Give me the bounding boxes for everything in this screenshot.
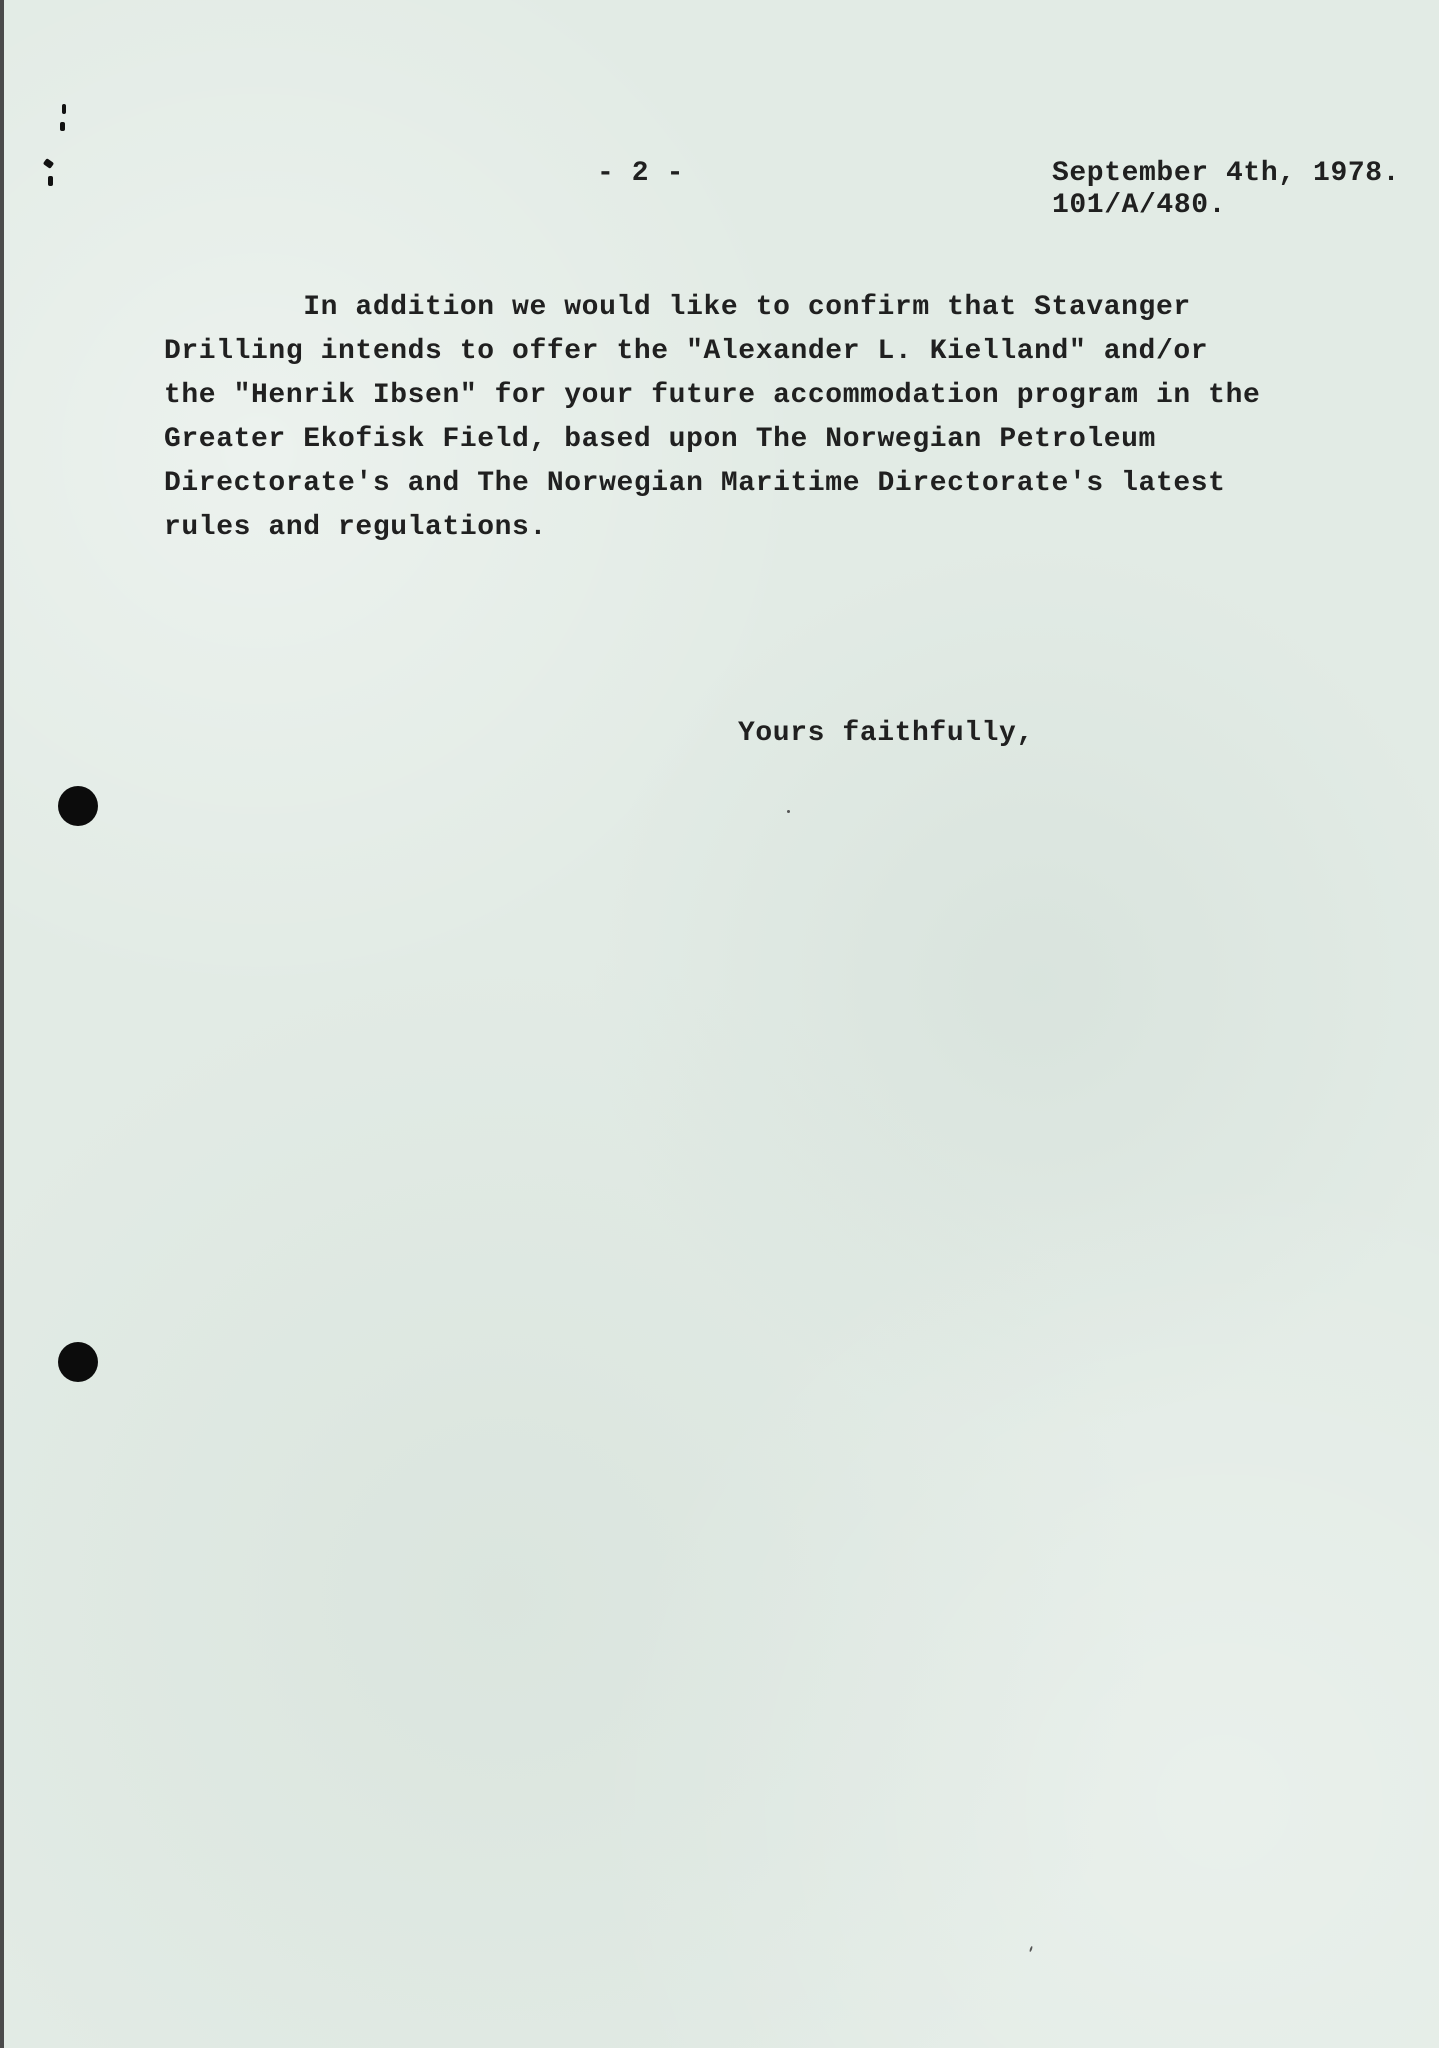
reference-number: 101/A/480. (1052, 190, 1227, 221)
body-line: the "Henrik Ibsen" for your future accommodation program in the (164, 380, 1261, 411)
body-line: Greater Ekofisk Field, based upon The Norwegian Petroleum (164, 424, 1156, 455)
ink-speck (1029, 1946, 1033, 1952)
letter-body (164, 286, 1304, 550)
scan-mark (43, 158, 54, 169)
scan-mark (60, 122, 65, 131)
scan-edge (0, 0, 4, 2048)
body-line: In addition we would like to confirm that Stavanger (164, 292, 1191, 323)
scan-mark (48, 176, 53, 186)
body-line: rules and regulations. (164, 512, 547, 543)
punch-hole (58, 1342, 98, 1382)
page-number: - 2 - (597, 158, 685, 189)
scan-mark (62, 104, 66, 114)
punch-hole (58, 786, 98, 826)
body-line: Directorate's and The Norwegian Maritime Directorate's latest (164, 468, 1226, 499)
body-line: Drilling intends to offer the "Alexander L. Kielland" and/or (164, 336, 1209, 367)
ink-speck (787, 810, 790, 813)
closing-salutation: Yours faithfully, (738, 718, 1034, 749)
letter-date: September 4th, 1978. (1052, 158, 1401, 189)
